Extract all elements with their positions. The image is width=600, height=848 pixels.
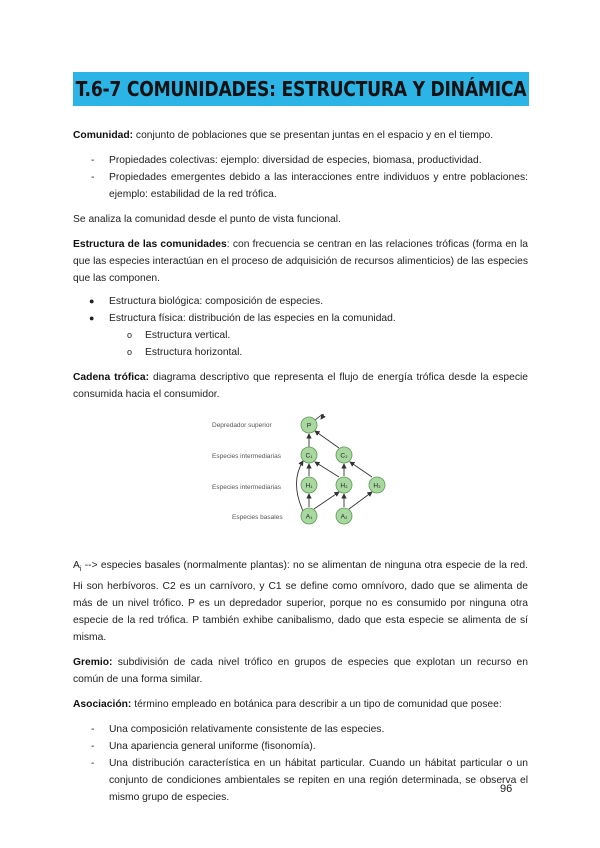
cadena-term: Cadena trófica: <box>73 372 150 383</box>
page-content <box>73 127 528 814</box>
level-label-basal: Especies basales <box>232 514 283 521</box>
comunidad-term: Comunidad: <box>73 130 134 141</box>
list-item: - Propiedades colectivas: ejemplo: diversidad de especies, biomasa, productividad. <box>73 152 528 169</box>
asociacion-list <box>73 721 528 806</box>
node-label: A₂ <box>340 513 348 521</box>
comunidad-paragraph <box>73 127 528 144</box>
estructura-sublist <box>73 327 528 361</box>
bullet-icon: ● <box>89 296 95 306</box>
list-item: - Propiedades emergentes debido a las interacciones entre individuos y entre poblaciones: ejemplo: estabilidad de la red trófica. <box>73 169 528 203</box>
node-label: H₁ <box>305 482 313 490</box>
page-number: 96 <box>500 783 513 795</box>
food-web-diagram <box>208 407 408 547</box>
estructura-list <box>73 293 528 327</box>
asociacion-term: Asociación: <box>73 699 132 711</box>
asociacion-paragraph <box>73 696 528 713</box>
list-item <box>73 327 528 344</box>
circle-bullet-icon: o <box>127 347 133 357</box>
circle-bullet-icon: o <box>127 330 133 340</box>
bullet-icon: ● <box>89 313 95 323</box>
estructura-paragraph <box>73 236 528 287</box>
edge <box>350 462 372 477</box>
gremio-term: Gremio: <box>73 657 113 669</box>
estructura-term: Estructura de las comunidades <box>73 239 227 250</box>
node-label: H₃ <box>373 482 381 490</box>
basales-text: --> especies basales (normalmente plantas): no se alimentan de ninguna otra especie de la red. Hi son herbívoros. C2 es un carnívoro, y C1 se define como omnívoro, dado que se alimenta de más de un nivel trófico. P es un depredador superior, porque no es consumido por ninguna otra especie de la red trófica. P también exhibe canibalismo, dado que esta especie se alimenta de sí misma. <box>73 560 528 644</box>
list-item-text: Estructura biológica: composición de especies. <box>109 296 324 307</box>
edge <box>315 462 339 477</box>
list-item <box>73 344 528 361</box>
node-label: C₂ <box>340 452 348 460</box>
page-title: T.6-7 COMUNIDADES: ESTRUCTURA Y DINÁMICA <box>75 77 527 101</box>
basales-paragraph <box>73 557 528 646</box>
title-banner <box>73 72 529 106</box>
list-item-text: Estructura vertical. <box>145 330 231 341</box>
node-label: A₁ <box>305 513 313 521</box>
list-item-text: Estructura física: distribución de las especies en la comunidad. <box>109 313 396 324</box>
list-item-text: Estructura horizontal. <box>145 347 243 358</box>
basales-prefix: A <box>73 560 80 571</box>
list-item: - Una distribución característica en un hábitat particular. Cuando un hábitat particular o un conjunto de condiciones ambientales se repiten en una región determinada, se observa el mismo grupo de especies. <box>73 755 528 806</box>
estructura-def: : con frecuencia se centran en las relaciones tróficas (forma en la que las especies interactúan en el proceso de adquisición de recursos alimenticios) de las especies que las componen. <box>73 239 528 284</box>
level-label-mid1: Especies intermediarias <box>212 453 282 460</box>
comunidad-list <box>73 152 528 203</box>
list-item <box>73 310 528 327</box>
food-web-figure <box>73 407 528 547</box>
basales-sub: i <box>79 566 82 574</box>
node-label: H₂ <box>340 482 348 490</box>
cadena-paragraph <box>73 369 528 403</box>
level-label-mid2: Especies intermediarias <box>212 484 282 491</box>
cadena-def: diagrama descriptivo que representa el flujo de energía trófica desde la especie consumida hacia el consumidor. <box>73 372 528 400</box>
funcional-paragraph: Se analiza la comunidad desde el punto de vista funcional. <box>73 214 341 225</box>
gremio-paragraph <box>73 654 528 688</box>
level-label-top: Depredador superior <box>212 422 272 429</box>
list-item <box>73 293 528 310</box>
node-label: C₁ <box>305 452 313 460</box>
gremio-def: subdivisión de cada nivel trófico en grupos de especies que explotan un recurso en común de una forma similar. <box>73 657 528 686</box>
edge <box>315 431 339 448</box>
edge <box>349 492 372 509</box>
edge <box>314 492 339 509</box>
comunidad-def: conjunto de poblaciones que se presentan juntas en el espacio y en el tiempo. <box>133 130 494 141</box>
list-item: - Una apariencia general uniforme (fisonomía). <box>73 738 528 755</box>
node-label: P <box>306 422 312 430</box>
asociacion-def: término empleado en botánica para describir a un tipo de comunidad que posee: <box>131 699 502 711</box>
list-item: - Una composición relativamente consistente de las especies. <box>73 721 528 738</box>
